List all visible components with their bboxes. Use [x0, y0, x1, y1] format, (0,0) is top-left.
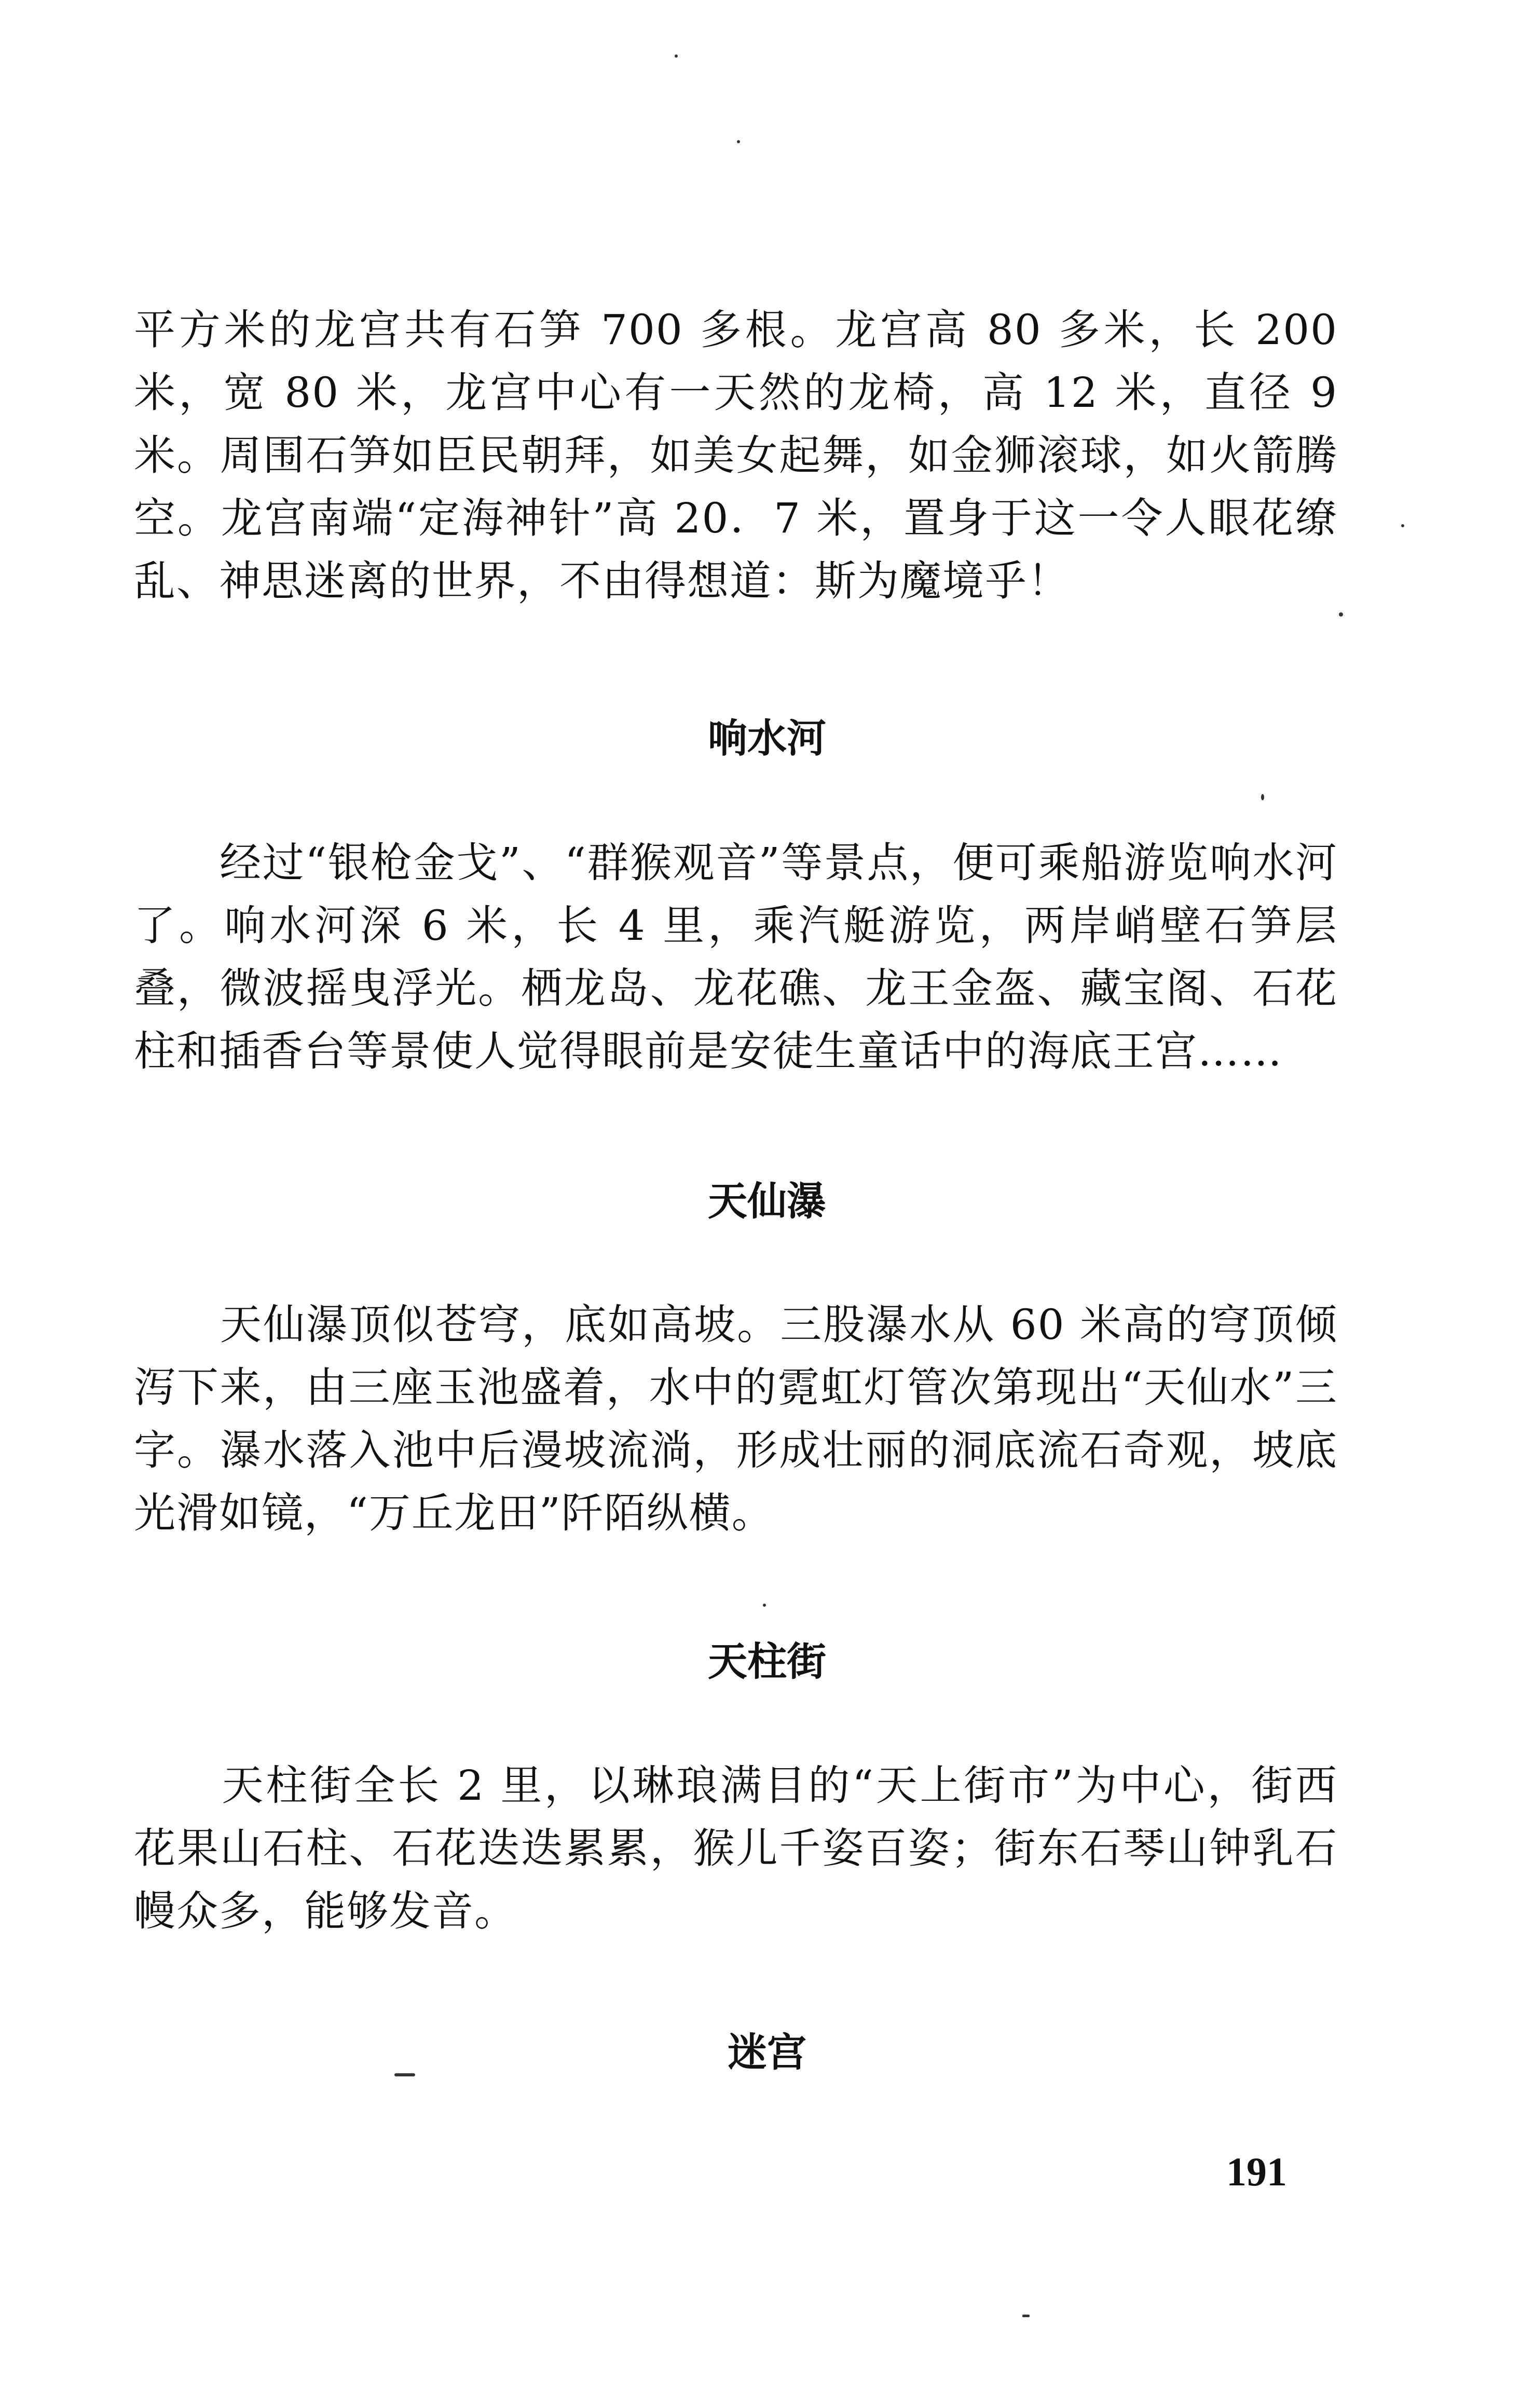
scan-speck: [763, 1604, 766, 1607]
scan-speck: [394, 2073, 415, 2076]
paragraph-xiangshui-river: 经过“银枪金戈”、“群猴观音”等景点，便可乘船游览响水河了。响水河深 6 米，长 4 里，乘汽艇游览，两岸峭壁石笋层叠，微波摇曳浮光。栖龙岛、龙花礁、龙王金盔、藏宝阁、石花柱和插香台等景使人觉得眼前是安徒生童话中的海底王宫……: [134, 839, 1338, 1075]
page-number: 191: [1226, 2149, 1287, 2194]
scan-speck: [1401, 524, 1404, 527]
scan-speck: [737, 140, 740, 143]
heading-labyrinth: 迷宫: [728, 2029, 806, 2075]
scan-speck: [1022, 2315, 1030, 2317]
heading-tianxian-waterfall: 天仙瀑: [708, 1178, 826, 1224]
paragraph-tianzhu-street: 天柱街全长 2 里，以琳琅满目的“天上街市”为中心，街西花果山石柱、石花迭迭累累，猴儿千姿百姿；街东石琴山钟乳石幔众多，能够发音。: [134, 1761, 1338, 1935]
heading-xiangshui-river: 响水河: [708, 715, 826, 761]
paragraph-tianxian-waterfall: 天仙瀑顶似苍穹，底如高坡。三股瀑水从 60 米高的穹顶倾泻下来，由三座玉池盛着，水中的霓虹灯管次第现出“天仙水”三字。瀑水落入池中后漫坡流淌，形成壮丽的洞底流石奇观，坡底光滑如镜，“万丘龙田”阡陌纵横。: [134, 1301, 1338, 1537]
scan-speck: [1261, 794, 1264, 800]
heading-tianzhu-street: 天柱街: [708, 1638, 826, 1685]
scan-speck: [1339, 612, 1343, 617]
scan-speck: [675, 54, 678, 58]
paragraph-dragon-palace: 平方米的龙宫共有石笋 700 多根。龙宫高 80 多米，长 200 米，宽 80 米，龙宫中心有一天然的龙椅，高 12 米，直径 9 米。周围石笋如臣民朝拜，如美女起舞，如金狮滚球，如火箭腾空。龙宫南端“定海神针”高 20．7 米，置身于这一令人眼花缭乱、神思迷离的世界，不由得想道：斯为魔境乎！: [134, 306, 1338, 605]
